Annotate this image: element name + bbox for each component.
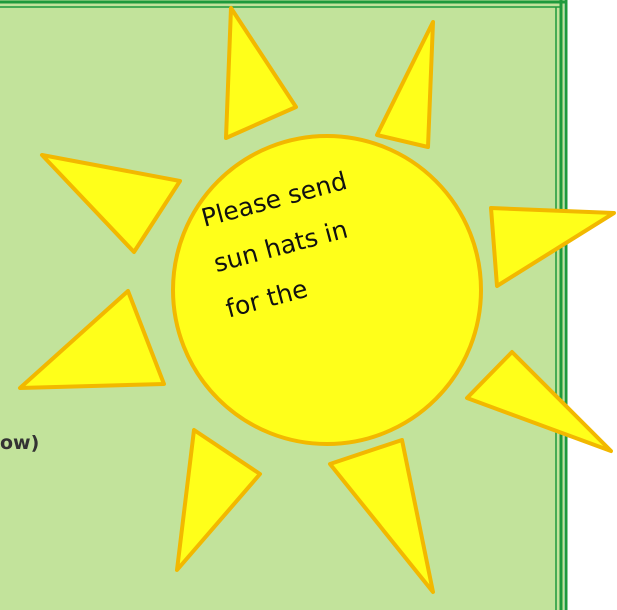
sun-message-line: for the [222,273,311,324]
sun-message-line: sun hats in [210,214,351,279]
left-text-fragment: ow) [0,432,40,454]
sun-message-line: Please send [198,166,350,233]
